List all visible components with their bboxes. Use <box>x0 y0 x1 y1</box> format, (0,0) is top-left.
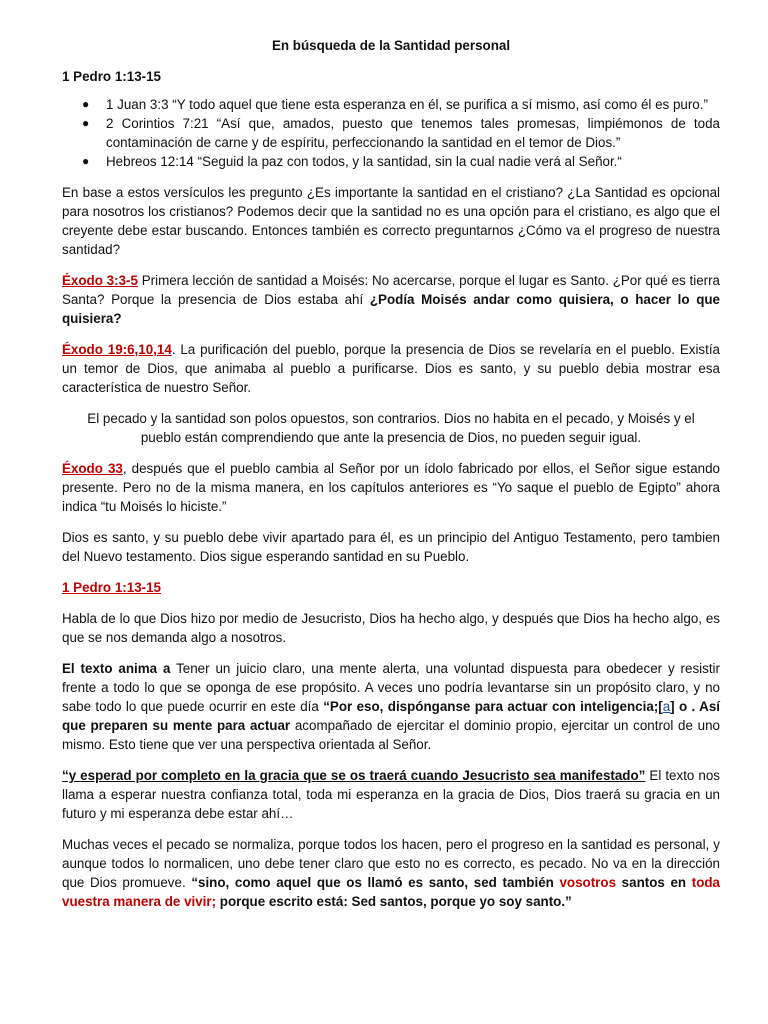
footnote-link[interactable]: a <box>662 699 671 714</box>
paragraph-jesucristo: Habla de lo que Dios hizo por medio de Jesucristo, Dios ha hecho algo, y después que Dios ha hecho algo, es que se nos demanda algo a nosotros. <box>62 611 720 645</box>
bullet-icon: ● <box>82 97 90 111</box>
list-item: ● 2 Corintios 7:21 “Así que, amados, puesto que tenemos tales promesas, limpiémonos de toda contaminación de carne y de espíritu, perfeccionando la santidad en el temor de Dios.” <box>82 116 720 150</box>
bullet-icon: ● <box>82 154 90 168</box>
paragraph-pecado: Muchas veces el pecado se normaliza, porque todos los hacen, pero el progreso en la santidad es personal, y aunque todos lo normalicen, uno debe tener claro que esto no es correcto, es pecado. No va en la dirección que Dios promueve. “sino, como aquel que os llamó es santo, sed también vosotros santos en toda vuestra manera de vivir; porque escrito está: Sed santos, porque yo soy santo.” <box>62 837 720 909</box>
page-subtitle: 1 Pedro 1:13-15 <box>62 69 161 84</box>
reference-link[interactable]: Éxodo 19:6,10,14 <box>62 342 172 357</box>
list-item: ● 1 Juan 3:3 “Y todo aquel que tiene esta esperanza en él, se purifica a sí mismo, así como él es puro.” <box>82 97 708 112</box>
paragraph-reference <box>62 578 720 597</box>
paragraph-centered: El pecado y la santidad son polos opuestos, son contrarios. Dios no habita en el pecado, y Moisés y el pueblo están comprendiendo que ante la presencia de Dios, no pueden seguir igual. <box>87 411 695 445</box>
paragraph-exodo-19: Éxodo 19:6,10,14. La purificación del pueblo, porque la presencia de Dios se revelaría en el pueblo. Existía un temor de Dios, que animaba al pueblo a purificarse. Dios es santo, y su pueblo debia mostrar esa característica de nuestro Señor. <box>62 342 720 395</box>
verse-list <box>62 95 720 171</box>
paragraph-intro: En base a estos versículos les pregunto ¿Es importante la santidad en el cristiano? ¿La Santidad es opcional para nosotros los cristianos? Podemos decir que la santidad no es una opción para el cristiano, es algo que el creyente debe estar buscando. Entonces también es correcto preguntarnos ¿Cómo va el progreso de nuestra santidad? <box>62 185 720 257</box>
page-title: En búsqueda de la Santidad personal <box>271 38 511 53</box>
reference-link[interactable]: Éxodo 33 <box>62 461 123 476</box>
paragraph-texto-anima: El texto anima a Tener un juicio claro, una mente alerta, una voluntad dispuesta para obedecer y resistir frente a todo lo que se oponga de ese propósito. A veces uno podría levantarse sin un propósito claro, y no sabe todo lo que puede ocurrir en este día “Por eso, dispónganse para actuar con inteligencia;[a] o . Así que preparen su mente para actuar acompañado de ejercitar el dominio propio, ejercitar un control de uno mismo. Esto tiene que ver una perspectiva orientada al Señor. <box>62 661 720 752</box>
list-item: ● Hebreos 12:14 “Seguid la paz con todos, y la santidad, sin la cual nadie verá al Señor.“ <box>82 154 622 169</box>
bullet-icon: ● <box>82 116 90 130</box>
paragraph-exodo-3: Éxodo 3:3-5 Primera lección de santidad a Moisés: No acercarse, porque el lugar es Santo. ¿Por qué es tierra Santa? Porque la presencia de Dios estaba ahí ¿Podía Moisés andar como quisiera, o hacer lo que quisiera? <box>62 273 721 326</box>
reference-link[interactable]: 1 Pedro 1:13-15 <box>62 580 161 595</box>
paragraph-principle: Dios es santo, y su pueblo debe vivir apartado para él, es un principio del Antiguo Testamento, pero tambien del Nuevo testamento. Dios sigue esperando santidad en su Pueblo. <box>62 530 720 564</box>
reference-link[interactable]: Éxodo 3:3-5 <box>62 273 138 288</box>
paragraph-esperad: “y esperad por completo en la gracia que se os traerá cuando Jesucristo sea manifestado” El texto nos llama a esperar nuestra confianza total, toda mi esperanza en la gracia de Dios, Dios traerá su gracia en un futuro y mi esperanza debe estar ahí… <box>62 768 720 821</box>
paragraph-exodo-33: Éxodo 33, después que el pueblo cambia al Señor por un ídolo fabricado por ellos, el Señor sigue estando presente. Pero no de la misma manera, en los capítulos anteriores es “Yo saque el pueblo de Egipto” ahora indica “tu Moisés lo hiciste.” <box>62 461 720 514</box>
